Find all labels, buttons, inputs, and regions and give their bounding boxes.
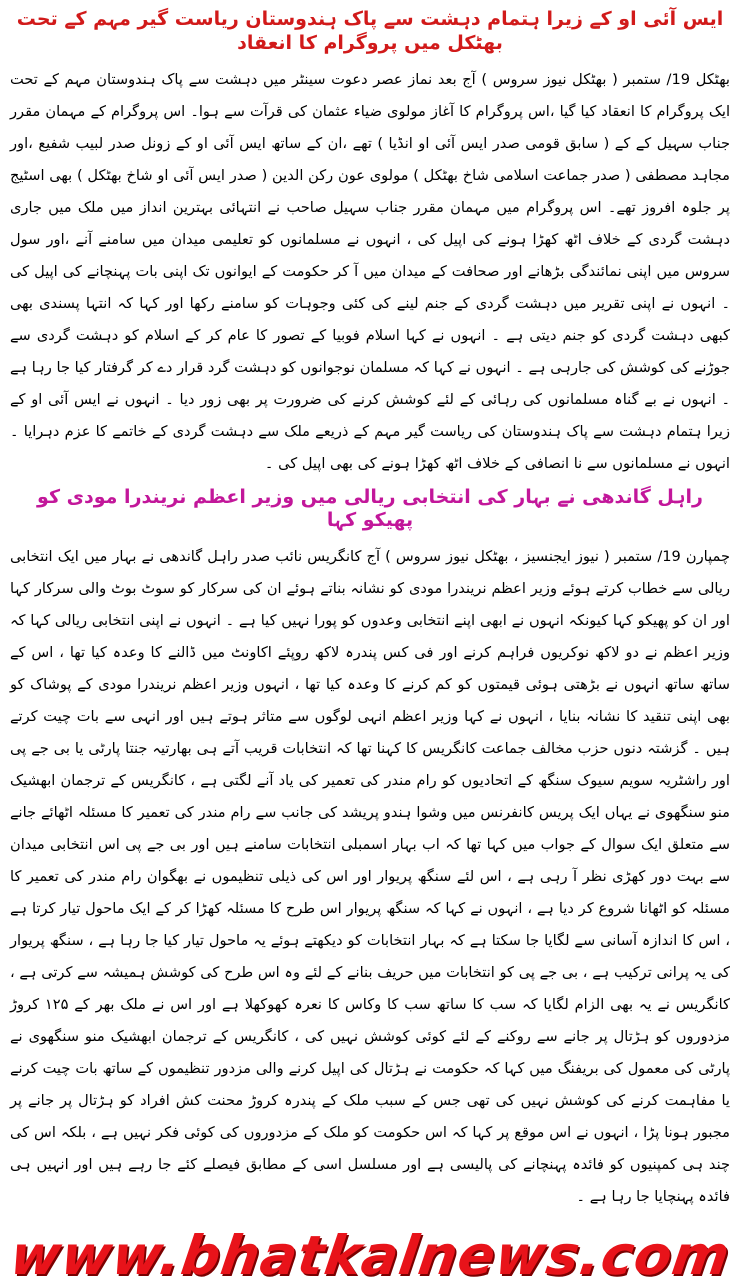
article-1-headline: ایس آئی او کے زیرا ہتمام دہشت سے پاک ہندوستان ریاست گیر مہم کے تحت بھٹکل میں پروگرام کا انعقاد: [16, 8, 724, 54]
article-1-body: بھٹکل 19/ ستمبر ( بھٹکل نیوز سروس ) آج بعد نماز عصر دعوت سینٹر میں دہشت سے پاک ہندوستان مہم کے تحت ایک پروگرام کا انعقاد کیا گیا ،اس پروگرام کا آغاز مولوی ضیاء عثمان کی قرآت سے ہوا۔ اس پروگرام کے مہمان مقرر جناب سہیل کے کے ( سابق قومی صدر ایس آئی او انڈیا ) تھے ،ان کے ساتھ ایس آئی او کے زونل صدر لبیب شفیع ،اور مجاہد مصطفی ( صدر جماعت اسلامی شاخ بھٹکل ) مولوی عون رکن الدین ( صدر ایس آئی او شاخ بھٹکل ) بھی اسٹیج پر جلوہ افروز تھے۔ اس پروگرام میں مہمان مقرر جناب سہیل صاحب نے انتہائی بہترین انداز میں ملک میں جاری دہشت گردی کے خلاف اٹھ کھڑا ہونے کی اپیل کی ، انہوں نے مسلمانوں کو تعلیمی میدان میں سامنے آنے ،اور سول سروس میں اپنی نمائندگی بڑھانے اور صحافت کے میدان میں آ کر حکومت کے ایوانوں تک اپنی بات پہنچانے کی اپیل کی ۔ انہوں نے اپنی تقریر میں دہشت گردی کے جنم لینے کی کئی وجوہات کو سامنے رکھا اور کہا کہ انتہا پسندی بھی کبھی دہشت گردی کو جنم دیتی ہے ۔ انہوں نے کہا اسلام فوبیا کے تصور کا عام کر کے اسلام کو دہشت گردی سے جوڑنے کی کوشش کی جارہی ہے ۔ انہوں نے کہا کہ مسلمان نوجوانوں کو دہشت گرد قرار دے کر گرفتار کیا جا رہا ہے ۔ انہوں نے بے گناہ مسلمانوں کی رہائی کے لئے کوشش کرنے کی ضرورت پر بھی زور دیا ۔ انہوں نے ایس آئی او کے زیرا ہتمام دہشت سے پاک ہندوستان کی ریاست گیر مہم کے ذریعے ملک سے دہشت گردی کے خاتمے کا عزم دہرایا ۔ انہوں نے مسلمانوں سے نا انصافی کے خلاف اٹھ کھڑا ہونے کی بھی اپیل کی ۔: [10, 70, 730, 472]
site-logo-text[interactable]: www.bhatkalnews.com: [6, 1223, 734, 1287]
site-footer: [0, 1224, 740, 1286]
article-2-body: چمپارن 19/ ستمبر ( نیوز ایجنسیز ، بھٹکل نیوز سروس ) آج کانگریس نائب صدر راہل گاندھی نے بہار میں ایک انتخابی ریالی سے خطاب کرتے ہوئے وزیر اعظم نریندرا مودی کو نشانہ بناتے ہوئے ان کی سرکار کو سوٹ بوٹ والی سرکار کہا اور ان کو پھیکو کہا کیونکہ انہوں نے ابھی اپنے انتخابی وعدوں کو پورا نہیں کیا ہے ۔ انہوں نے اپنی انتخابی ریالی کہا کہ وزیر اعظم نے دو لاکھ نوکریوں فراہم کرنے اور فی کس پندرہ لاکھ روپئے اکاونٹ میں ڈالنے کا وعدہ کیا تھا ، اس کے ساتھ ساتھ انہوں نے بڑھتی ہوئی قیمتوں کو کم کرنے کا وعدہ کیا تھا ، انہوں وزیر اعظم نریندرا مودی کے پوشاک کو بھی اپنی تنقید کا نشانہ بنایا ، انہوں نے کہا وزیر اعظم انہی لوگوں سے متاثر ہوتے ہیں اور انہی سے بات چیت کرتے ہیں ۔ گزشتہ دنوں حزب مخالف جماعت کانگریس کا کہنا تھا کہ انتخابات قریب آتے ہی بھارتیہ جنتا پارٹی یا بی جے پی اور راشٹریہ سویم سیوک سنگھ کے اتحادیوں کو رام مندر کی تعمیر کی یاد آنے لگتی ہے ، کانگریس کے ترجمان ابھشیک منو سنگھوی نے یہاں ایک پریس کانفرنس میں وشوا ہندو پریشد کی جانب سے رام مندر کی تعمیر کا مسئلہ اٹھائے جانے سے متعلق ایک سوال کے جواب میں کہا تھا کہ اب بہار اسمبلی انتخابات سامنے ہیں اور بی جے پی اس انتخابی میدان سے بہت دور کھڑی نظر آ رہی ہے ، اس لئے سنگھ پریوار اور اس کی ذیلی تنظیموں نے بھگوان رام مندر کی تعمیر کا مسئلہ کو اٹھانا شروع کر دیا ہے ، انہوں نے کہا کہ سنگھ پریوار اس طرح کا مسئلہ کھڑا کر کے ایک ماحول تیار کرتا ہے ، اس کا اندازہ آسانی سے لگایا جا سکتا ہے کہ بہار انتخابات کو دیکھتے ہوئے یہ ماحول تیار کیا جا رہا ہے ، سنگھ پریوار کی یہ پرانی ترکیب ہے ، بی جے پی کو انتخابات میں حریف بنانے کے لئے وہ اس طرح کی کوشش ہمیشہ سے کرتی ہے ، کانگریس نے یہ بھی الزام لگایا کہ سب کا ساتھ سب کا وکاس کا نعرہ کھوکھلا ہے اور اس نے ملک بھر کے ۱۲۵ کروڑ مزدوروں کو ہڑتال پر جانے سے روکنے کے لئے کوئی کوشش نہیں کی ، کانگریس کے ترجمان ابھشیک منو سنگھوی نے پارٹی کی معمول کی بریفنگ میں کہا کہ حکومت نے ہڑتال کی اپیل کرنے والی مزدور تنظیموں کے ساتھ بات چیت کرنے یا مفاہمت کرنے کی کوشش نہیں کی تھی جس کے سبب ملک کے پندرہ کروڑ محنت کش افراد کو ہڑتال پر جانے پر مجبور ہونا پڑا ، انہوں نے اس موقع پر کہا کہ اس حکومت کو ملک کے مزدوروں کی کوئی فکر نہیں ہے ، بلکہ اس کی چند ہی کمپنیوں کو فائدہ پہنچانے کی پالیسی ہے اور مسلسل اسی کے مطابق فیصلے کئے جا رہے ہیں اور انہیں ہی فائدہ پہنچایا جا رہا ہے ۔: [10, 548, 730, 1205]
article-2-headline: راہل گاندھی نے بہار کی انتخابی ریالی میں وزیر اعظم نریندرا مودی کو پھیکو کہا: [37, 485, 703, 532]
